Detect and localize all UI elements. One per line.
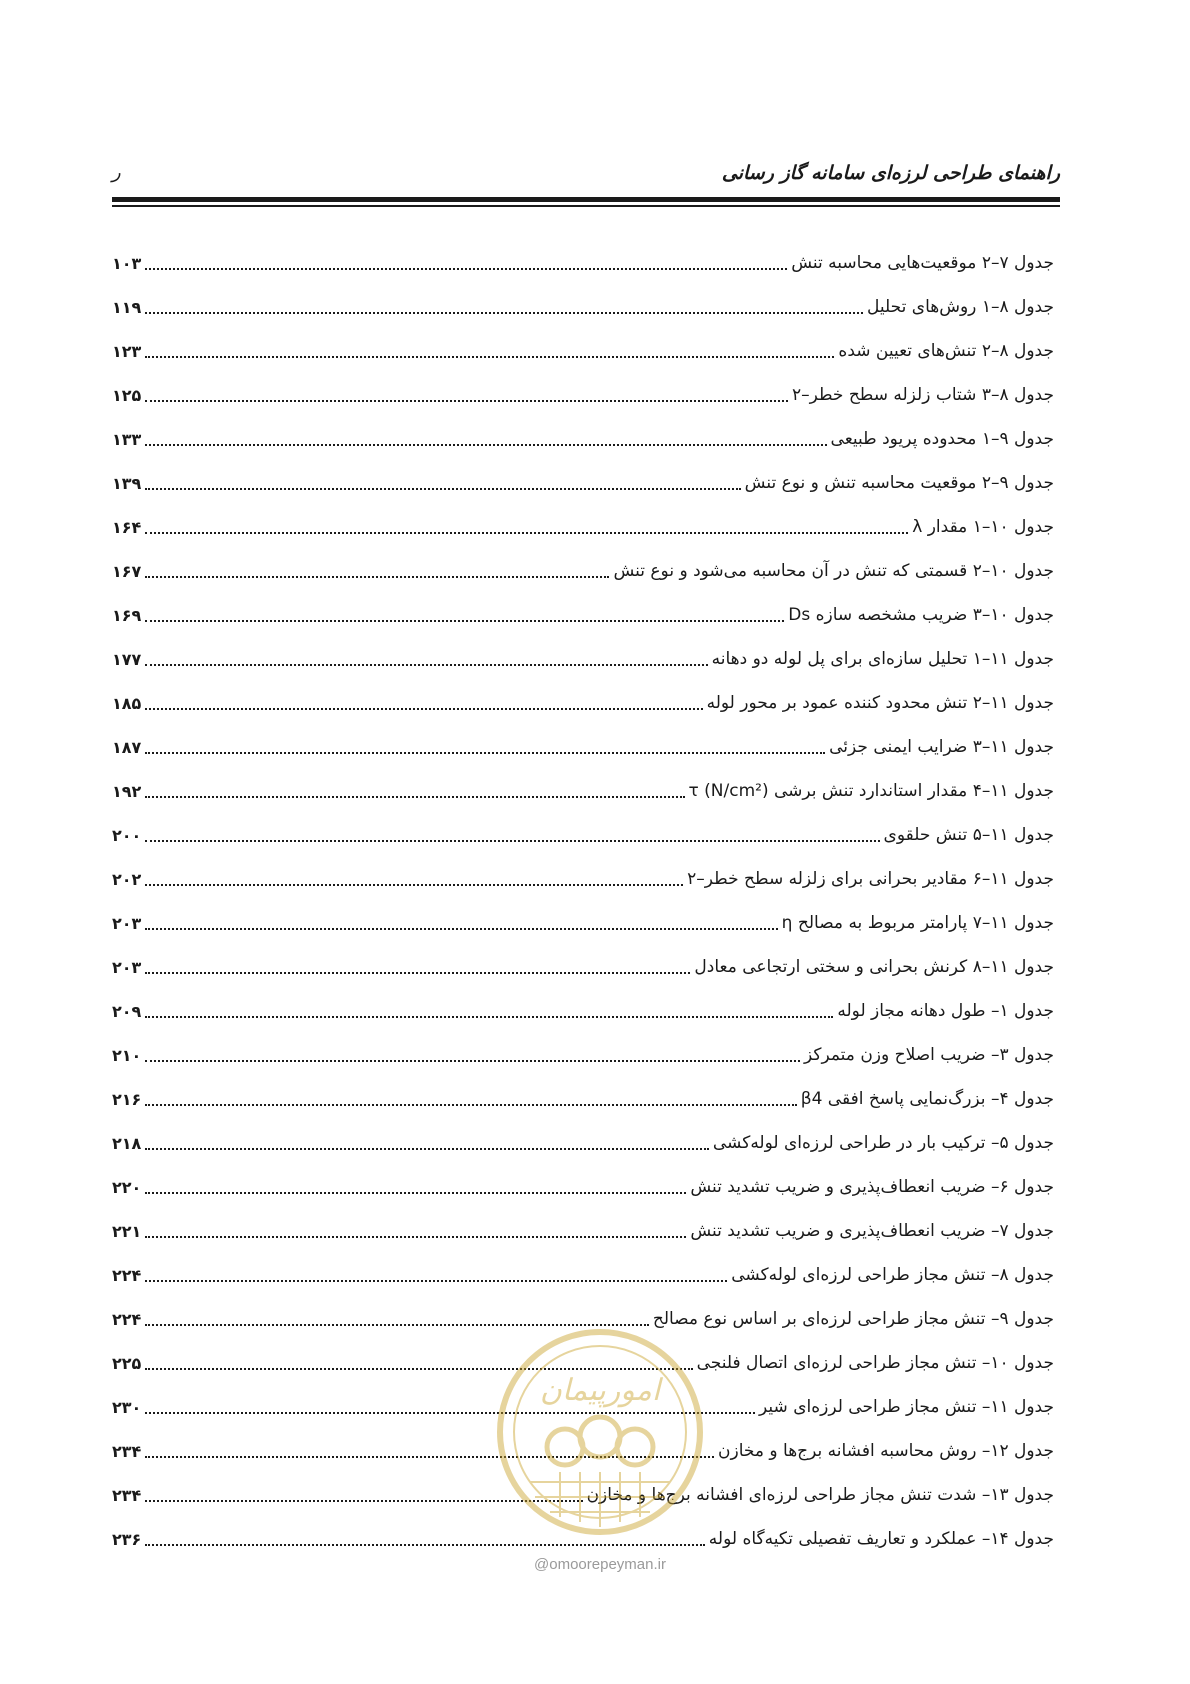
toc-entry-title: جدول ۸– تنش مجاز طراحی لرزه‌ای لوله‌کشی bbox=[731, 1265, 1054, 1285]
toc-entry bbox=[112, 329, 1054, 373]
page-number: ر bbox=[112, 162, 121, 183]
toc-entry-page: ۱۲۳ bbox=[112, 341, 142, 361]
toc-entry-page: ۱۲۵ bbox=[112, 385, 142, 405]
watermark-url: @omoorepeyman.ir bbox=[534, 1556, 666, 1573]
toc-entry bbox=[112, 945, 1054, 989]
toc-entry-page: ۲۰۰ bbox=[112, 825, 142, 845]
toc-entry bbox=[112, 1077, 1054, 1121]
toc-dot-leader bbox=[145, 884, 683, 886]
toc-entry-page: ۱۰۳ bbox=[112, 253, 142, 273]
toc-entry-title: جدول ۸–۲ تنش‌های تعیین شده bbox=[838, 341, 1054, 361]
toc-dot-leader bbox=[145, 1148, 709, 1150]
toc-entry-title: جدول ۱۱– تنش مجاز طراحی لرزه‌ای شیر bbox=[759, 1397, 1054, 1417]
toc-entry-title: جدول ۷– ضریب انعطاف‌پذیری و ضریب تشدید تنش bbox=[690, 1221, 1054, 1241]
watermark-logo bbox=[490, 1322, 710, 1542]
toc-entry-title: جدول ۸–۳ شتاب زلزله سطح خطر–۲ bbox=[791, 385, 1054, 405]
header-rule-thick bbox=[112, 197, 1060, 202]
toc-entry bbox=[112, 461, 1054, 505]
toc-dot-leader bbox=[145, 664, 707, 666]
toc-entry-title: جدول ۱۱–۷ پارامتر مربوط به مصالح η bbox=[781, 913, 1054, 933]
page-header bbox=[112, 150, 1060, 190]
toc-dot-leader bbox=[145, 972, 690, 974]
toc-dot-leader bbox=[145, 620, 784, 622]
toc-entry-title: جدول ۱۱–۳ ضرایب ایمنی جزئی bbox=[829, 737, 1054, 757]
toc-entry-page: ۱۳۳ bbox=[112, 429, 142, 449]
toc-entry-title: جدول ۱۱–۱ تحلیل سازه‌ای برای پل لوله دو دهانه bbox=[711, 649, 1054, 669]
toc-dot-leader bbox=[145, 708, 702, 710]
toc-entry-page: ۱۳۹ bbox=[112, 473, 142, 493]
toc-dot-leader bbox=[145, 444, 826, 446]
toc-entry-title: جدول ۱– طول دهانه مجاز لوله bbox=[837, 1001, 1054, 1021]
toc-entry-page: ۱۷۷ bbox=[112, 649, 142, 669]
toc-entry bbox=[112, 285, 1054, 329]
toc-entry-title: جدول ۸–۱ روش‌های تحلیل bbox=[867, 297, 1054, 317]
toc-entry bbox=[112, 989, 1054, 1033]
toc-entry-page: ۱۸۵ bbox=[112, 693, 142, 713]
toc-entry bbox=[112, 1121, 1054, 1165]
toc-entry-page: ۲۳۴ bbox=[112, 1485, 142, 1505]
toc-dot-leader bbox=[145, 1192, 686, 1194]
toc-entry bbox=[112, 505, 1054, 549]
toc-entry-page: ۲۲۴ bbox=[112, 1309, 142, 1329]
toc-entry-page: ۲۳۶ bbox=[112, 1529, 142, 1549]
toc-dot-leader bbox=[145, 1236, 686, 1238]
toc-entry-title: جدول ۱۱–۸ کرنش بحرانی و سختی ارتجاعی معادل bbox=[694, 957, 1054, 977]
toc-entry-title: جدول ۱۱–۴ مقدار استاندارد تنش برشی (N/cm²) τ bbox=[688, 781, 1054, 801]
toc-dot-leader bbox=[145, 532, 908, 534]
toc-entry-page: ۲۳۴ bbox=[112, 1441, 142, 1461]
toc-dot-leader bbox=[145, 796, 684, 798]
toc-entry-title: جدول ۱۰–۲ قسمتی که تنش در آن محاسبه می‌شود و نوع تنش bbox=[613, 561, 1054, 581]
toc-entry bbox=[112, 725, 1054, 769]
toc-entry-page: ۲۲۱ bbox=[112, 1221, 142, 1241]
toc-dot-leader bbox=[145, 1280, 727, 1282]
toc-dot-leader bbox=[145, 268, 787, 270]
toc-entry-page: ۲۳۰ bbox=[112, 1397, 142, 1417]
toc-entry-title: جدول ۱۰–۱ مقدار λ bbox=[912, 517, 1054, 537]
toc-dot-leader bbox=[145, 1016, 833, 1018]
toc-entry-page: ۱۹۲ bbox=[112, 781, 142, 801]
toc-entry-title: جدول ۹–۱ محدوده پریود طبیعی bbox=[830, 429, 1054, 449]
running-title: راهنمای طراحی لرزه‌ای سامانه گاز رسانی bbox=[721, 162, 1060, 184]
toc-dot-leader bbox=[145, 312, 863, 314]
toc-entry bbox=[112, 1253, 1054, 1297]
toc-entry-title: جدول ۱۱–۲ تنش محدود کننده عمود بر محور لوله bbox=[706, 693, 1054, 713]
toc-entry-page: ۲۲۰ bbox=[112, 1177, 142, 1197]
toc-entry-title: جدول ۹–۲ موقعیت محاسبه تنش و نوع تنش bbox=[744, 473, 1054, 493]
toc-entry-page: ۱۶۷ bbox=[112, 561, 142, 581]
toc-dot-leader bbox=[145, 1544, 705, 1546]
toc-entry-page: ۱۸۷ bbox=[112, 737, 142, 757]
toc-dot-leader bbox=[145, 400, 788, 402]
toc-entry-page: ۲۰۲ bbox=[112, 869, 142, 889]
toc-entry-title: جدول ۶– ضریب انعطاف‌پذیری و ضریب تشدید تنش bbox=[690, 1177, 1054, 1197]
toc-entry bbox=[112, 637, 1054, 681]
toc-dot-leader bbox=[145, 840, 879, 842]
toc-entry bbox=[112, 769, 1054, 813]
toc-entry-title: جدول ۱۱–۶ مقادیر بحرانی برای زلزله سطح خطر–۲ bbox=[687, 869, 1054, 889]
toc-dot-leader bbox=[145, 1060, 800, 1062]
toc-dot-leader bbox=[145, 1104, 796, 1106]
toc-entry-title: جدول ۱۰– تنش مجاز طراحی لرزه‌ای اتصال فلنجی bbox=[696, 1353, 1054, 1373]
toc-entry bbox=[112, 1209, 1054, 1253]
toc-entry bbox=[112, 681, 1054, 725]
toc-entry-page: ۲۰۳ bbox=[112, 957, 142, 977]
toc-entry bbox=[112, 241, 1054, 285]
toc-dot-leader bbox=[145, 488, 740, 490]
toc-entry bbox=[112, 901, 1054, 945]
toc-entry bbox=[112, 549, 1054, 593]
toc-entry bbox=[112, 1165, 1054, 1209]
toc-entry-page: ۱۶۴ bbox=[112, 517, 142, 537]
toc-dot-leader bbox=[145, 928, 777, 930]
toc-entry-page: ۲۱۸ bbox=[112, 1133, 142, 1153]
toc-dot-leader bbox=[145, 752, 825, 754]
toc-entry-title: جدول ۱۰–۳ ضریب مشخصه سازه Ds bbox=[788, 605, 1054, 625]
toc-entry-page: ۲۰۳ bbox=[112, 913, 142, 933]
toc-entry-title: جدول ۱۱–۵ تنش حلقوی bbox=[883, 825, 1054, 845]
watermark-logo-text: امورپیمان bbox=[539, 1373, 661, 1408]
toc-entry-page: ۲۲۴ bbox=[112, 1265, 142, 1285]
toc-entry-page: ۲۰۹ bbox=[112, 1001, 142, 1021]
toc-entry-title: جدول ۱۴– عملکرد و تعاریف تفصیلی تکیه‌گاه لوله bbox=[708, 1529, 1054, 1549]
toc-entry-page: ۲۱۰ bbox=[112, 1045, 142, 1065]
toc-entry-title: جدول ۴– بزرگ‌نمایی پاسخ افقی β4 bbox=[800, 1089, 1054, 1109]
toc-entry-title: جدول ۳– ضریب اصلاح وزن متمرکز bbox=[804, 1045, 1054, 1065]
toc-dot-leader bbox=[145, 356, 834, 358]
toc-entry-title: جدول ۷–۲ موقعیت‌هایی محاسبه تنش bbox=[791, 253, 1054, 273]
toc-dot-leader bbox=[145, 576, 609, 578]
toc-entry bbox=[112, 857, 1054, 901]
toc-entry bbox=[112, 813, 1054, 857]
toc-entry bbox=[112, 417, 1054, 461]
toc-entry bbox=[112, 373, 1054, 417]
toc-entry-page: ۱۶۹ bbox=[112, 605, 142, 625]
toc-entry-title: جدول ۱۳– شدت تنش مجاز طراحی لرزه‌ای افشانه برج‌ها و مخازن bbox=[586, 1485, 1054, 1505]
toc-entry-title: جدول ۵– ترکیب بار در طراحی لرزه‌ای لوله‌کشی bbox=[712, 1133, 1054, 1153]
toc-entry-title: جدول ۱۲– روش محاسبه افشانه برج‌ها و مخازن bbox=[718, 1441, 1054, 1461]
header-rule-thin bbox=[112, 205, 1060, 207]
toc-entry-page: ۱۱۹ bbox=[112, 297, 142, 317]
toc-entry bbox=[112, 1033, 1054, 1077]
toc-entry-page: ۲۱۶ bbox=[112, 1089, 142, 1109]
toc-entry-page: ۲۲۵ bbox=[112, 1353, 142, 1373]
toc-entry bbox=[112, 593, 1054, 637]
toc-entry-title: جدول ۹– تنش مجاز طراحی لرزه‌ای بر اساس نوع مصالح bbox=[652, 1309, 1054, 1329]
